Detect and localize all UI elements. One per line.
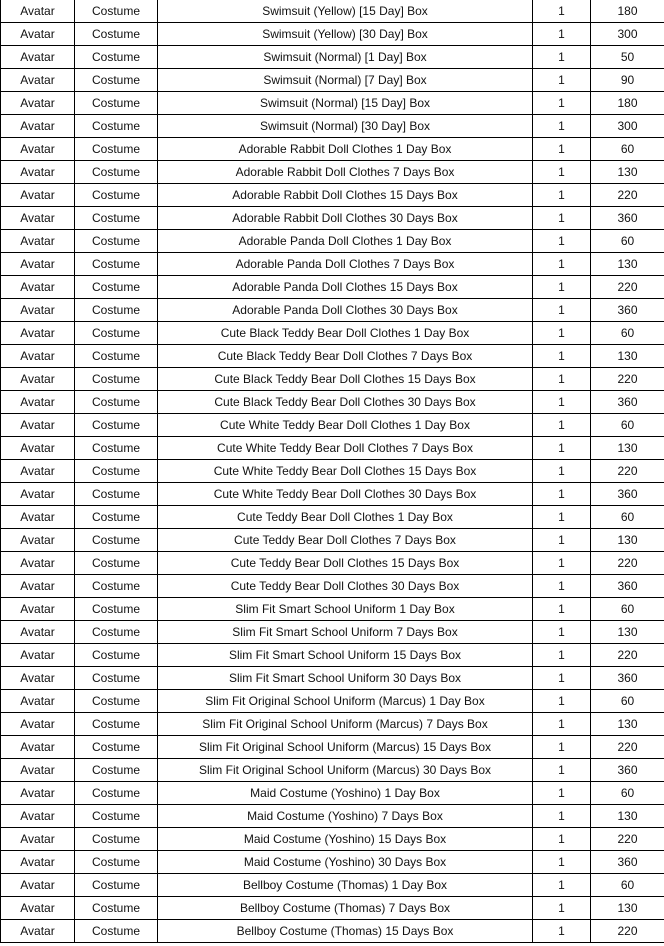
- item-name-cell: Swimsuit (Normal) [7 Day] Box: [158, 69, 533, 92]
- subcategory-cell: Costume: [75, 115, 158, 138]
- item-name-cell: Cute Teddy Bear Doll Clothes 1 Day Box: [158, 506, 533, 529]
- category-cell: Avatar: [1, 874, 75, 897]
- quantity-cell: 1: [533, 736, 591, 759]
- table-row: [1, 805, 664, 828]
- subcategory-cell: Costume: [75, 207, 158, 230]
- category-cell: Avatar: [1, 115, 75, 138]
- category-cell: Avatar: [1, 828, 75, 851]
- table-row: [1, 460, 664, 483]
- category-cell: Avatar: [1, 69, 75, 92]
- category-cell: Avatar: [1, 161, 75, 184]
- category-cell: Avatar: [1, 138, 75, 161]
- price-cell: 180: [591, 92, 664, 115]
- table-row: [1, 322, 664, 345]
- quantity-cell: 1: [533, 46, 591, 69]
- subcategory-cell: Costume: [75, 322, 158, 345]
- table-row: [1, 621, 664, 644]
- price-cell: 180: [591, 0, 664, 23]
- item-name-cell: Adorable Rabbit Doll Clothes 15 Days Box: [158, 184, 533, 207]
- price-cell: 130: [591, 805, 664, 828]
- quantity-cell: 1: [533, 207, 591, 230]
- item-name-cell: Swimsuit (Yellow) [15 Day] Box: [158, 0, 533, 23]
- quantity-cell: 1: [533, 299, 591, 322]
- subcategory-cell: Costume: [75, 23, 158, 46]
- subcategory-cell: Costume: [75, 897, 158, 920]
- subcategory-cell: Costume: [75, 644, 158, 667]
- price-cell: 220: [591, 368, 664, 391]
- price-cell: 90: [591, 69, 664, 92]
- category-cell: Avatar: [1, 46, 75, 69]
- subcategory-cell: Costume: [75, 0, 158, 23]
- table-row: [1, 299, 664, 322]
- subcategory-cell: Costume: [75, 437, 158, 460]
- table-row: [1, 736, 664, 759]
- quantity-cell: 1: [533, 414, 591, 437]
- category-cell: Avatar: [1, 345, 75, 368]
- category-cell: Avatar: [1, 897, 75, 920]
- category-cell: Avatar: [1, 92, 75, 115]
- price-cell: 60: [591, 506, 664, 529]
- price-cell: 50: [591, 46, 664, 69]
- table-row: [1, 391, 664, 414]
- category-cell: Avatar: [1, 690, 75, 713]
- subcategory-cell: Costume: [75, 552, 158, 575]
- subcategory-cell: Costume: [75, 368, 158, 391]
- subcategory-cell: Costume: [75, 460, 158, 483]
- subcategory-cell: Costume: [75, 851, 158, 874]
- table-row: [1, 575, 664, 598]
- subcategory-cell: Costume: [75, 345, 158, 368]
- table-row: [1, 253, 664, 276]
- item-name-cell: Maid Costume (Yoshino) 15 Days Box: [158, 828, 533, 851]
- subcategory-cell: Costume: [75, 782, 158, 805]
- item-name-cell: Adorable Rabbit Doll Clothes 7 Days Box: [158, 161, 533, 184]
- subcategory-cell: Costume: [75, 621, 158, 644]
- category-cell: Avatar: [1, 414, 75, 437]
- subcategory-cell: Costume: [75, 920, 158, 943]
- category-cell: Avatar: [1, 621, 75, 644]
- item-name-cell: Cute Black Teddy Bear Doll Clothes 1 Day Box: [158, 322, 533, 345]
- quantity-cell: 1: [533, 391, 591, 414]
- category-cell: Avatar: [1, 805, 75, 828]
- subcategory-cell: Costume: [75, 391, 158, 414]
- price-cell: 220: [591, 460, 664, 483]
- quantity-cell: 1: [533, 644, 591, 667]
- category-cell: Avatar: [1, 0, 75, 23]
- table-row: [1, 644, 664, 667]
- table-row: [1, 897, 664, 920]
- item-name-cell: Maid Costume (Yoshino) 1 Day Box: [158, 782, 533, 805]
- category-cell: Avatar: [1, 529, 75, 552]
- quantity-cell: 1: [533, 851, 591, 874]
- table-row: [1, 69, 664, 92]
- item-name-cell: Cute Black Teddy Bear Doll Clothes 30 Days Box: [158, 391, 533, 414]
- table-row: [1, 23, 664, 46]
- price-cell: 130: [591, 161, 664, 184]
- category-cell: Avatar: [1, 391, 75, 414]
- subcategory-cell: Costume: [75, 184, 158, 207]
- item-name-cell: Slim Fit Smart School Uniform 7 Days Box: [158, 621, 533, 644]
- quantity-cell: 1: [533, 276, 591, 299]
- table-row: [1, 368, 664, 391]
- category-cell: Avatar: [1, 437, 75, 460]
- item-name-cell: Bellboy Costume (Thomas) 1 Day Box: [158, 874, 533, 897]
- table-row: [1, 161, 664, 184]
- table-row: [1, 506, 664, 529]
- item-name-cell: Maid Costume (Yoshino) 30 Days Box: [158, 851, 533, 874]
- category-cell: Avatar: [1, 506, 75, 529]
- category-cell: Avatar: [1, 552, 75, 575]
- price-cell: 220: [591, 920, 664, 943]
- quantity-cell: 1: [533, 920, 591, 943]
- table-row: [1, 690, 664, 713]
- category-cell: Avatar: [1, 276, 75, 299]
- quantity-cell: 1: [533, 483, 591, 506]
- category-cell: Avatar: [1, 253, 75, 276]
- subcategory-cell: Costume: [75, 276, 158, 299]
- quantity-cell: 1: [533, 690, 591, 713]
- category-cell: Avatar: [1, 851, 75, 874]
- price-cell: 60: [591, 138, 664, 161]
- price-cell: 130: [591, 529, 664, 552]
- quantity-cell: 1: [533, 253, 591, 276]
- table-row: [1, 276, 664, 299]
- item-name-cell: Cute White Teddy Bear Doll Clothes 15 Days Box: [158, 460, 533, 483]
- quantity-cell: 1: [533, 828, 591, 851]
- item-name-cell: Cute White Teddy Bear Doll Clothes 30 Days Box: [158, 483, 533, 506]
- quantity-cell: 1: [533, 69, 591, 92]
- quantity-cell: 1: [533, 575, 591, 598]
- subcategory-cell: Costume: [75, 506, 158, 529]
- item-name-cell: Slim Fit Original School Uniform (Marcus) 7 Days Box: [158, 713, 533, 736]
- quantity-cell: 1: [533, 230, 591, 253]
- price-cell: 300: [591, 23, 664, 46]
- table-row: [1, 184, 664, 207]
- item-name-cell: Cute Black Teddy Bear Doll Clothes 15 Days Box: [158, 368, 533, 391]
- item-name-cell: Bellboy Costume (Thomas) 15 Days Box: [158, 920, 533, 943]
- item-name-cell: Swimsuit (Normal) [1 Day] Box: [158, 46, 533, 69]
- table-row: [1, 782, 664, 805]
- price-cell: 60: [591, 414, 664, 437]
- price-cell: 220: [591, 736, 664, 759]
- table-row: [1, 552, 664, 575]
- quantity-cell: 1: [533, 598, 591, 621]
- price-cell: 60: [591, 230, 664, 253]
- quantity-cell: 1: [533, 138, 591, 161]
- item-name-cell: Slim Fit Smart School Uniform 15 Days Box: [158, 644, 533, 667]
- subcategory-cell: Costume: [75, 575, 158, 598]
- subcategory-cell: Costume: [75, 690, 158, 713]
- price-cell: 60: [591, 598, 664, 621]
- item-name-cell: Cute White Teddy Bear Doll Clothes 7 Days Box: [158, 437, 533, 460]
- quantity-cell: 1: [533, 437, 591, 460]
- price-cell: 220: [591, 644, 664, 667]
- table-row: [1, 828, 664, 851]
- table-row: [1, 759, 664, 782]
- item-name-cell: Slim Fit Original School Uniform (Marcus) 30 Days Box: [158, 759, 533, 782]
- price-cell: 360: [591, 759, 664, 782]
- item-name-cell: Cute Teddy Bear Doll Clothes 30 Days Box: [158, 575, 533, 598]
- table-row: [1, 230, 664, 253]
- price-cell: 360: [591, 575, 664, 598]
- quantity-cell: 1: [533, 115, 591, 138]
- subcategory-cell: Costume: [75, 598, 158, 621]
- price-cell: 60: [591, 690, 664, 713]
- quantity-cell: 1: [533, 759, 591, 782]
- price-cell: 360: [591, 851, 664, 874]
- category-cell: Avatar: [1, 483, 75, 506]
- price-cell: 360: [591, 391, 664, 414]
- table-row: [1, 46, 664, 69]
- quantity-cell: 1: [533, 782, 591, 805]
- table-row: [1, 115, 664, 138]
- table-row: [1, 92, 664, 115]
- item-name-cell: Adorable Rabbit Doll Clothes 1 Day Box: [158, 138, 533, 161]
- item-name-cell: Adorable Panda Doll Clothes 30 Days Box: [158, 299, 533, 322]
- table-row: [1, 667, 664, 690]
- subcategory-cell: Costume: [75, 138, 158, 161]
- quantity-cell: 1: [533, 897, 591, 920]
- subcategory-cell: Costume: [75, 161, 158, 184]
- subcategory-cell: Costume: [75, 874, 158, 897]
- item-name-cell: Slim Fit Original School Uniform (Marcus) 15 Days Box: [158, 736, 533, 759]
- price-cell: 360: [591, 299, 664, 322]
- subcategory-cell: Costume: [75, 483, 158, 506]
- table-row: [1, 713, 664, 736]
- table-row: [1, 437, 664, 460]
- price-cell: 300: [591, 115, 664, 138]
- category-cell: Avatar: [1, 23, 75, 46]
- item-name-cell: Maid Costume (Yoshino) 7 Days Box: [158, 805, 533, 828]
- item-name-cell: Adorable Panda Doll Clothes 7 Days Box: [158, 253, 533, 276]
- subcategory-cell: Costume: [75, 253, 158, 276]
- item-name-cell: Adorable Panda Doll Clothes 15 Days Box: [158, 276, 533, 299]
- category-cell: Avatar: [1, 713, 75, 736]
- quantity-cell: 1: [533, 184, 591, 207]
- price-cell: 220: [591, 184, 664, 207]
- subcategory-cell: Costume: [75, 230, 158, 253]
- quantity-cell: 1: [533, 713, 591, 736]
- category-cell: Avatar: [1, 920, 75, 943]
- quantity-cell: 1: [533, 368, 591, 391]
- subcategory-cell: Costume: [75, 299, 158, 322]
- category-cell: Avatar: [1, 322, 75, 345]
- price-cell: 220: [591, 276, 664, 299]
- subcategory-cell: Costume: [75, 759, 158, 782]
- item-name-cell: Adorable Rabbit Doll Clothes 30 Days Box: [158, 207, 533, 230]
- item-name-cell: Cute Teddy Bear Doll Clothes 15 Days Box: [158, 552, 533, 575]
- price-cell: 130: [591, 897, 664, 920]
- item-name-cell: Swimsuit (Normal) [30 Day] Box: [158, 115, 533, 138]
- item-name-cell: Cute Black Teddy Bear Doll Clothes 7 Days Box: [158, 345, 533, 368]
- quantity-cell: 1: [533, 92, 591, 115]
- item-name-cell: Swimsuit (Yellow) [30 Day] Box: [158, 23, 533, 46]
- item-name-cell: Adorable Panda Doll Clothes 1 Day Box: [158, 230, 533, 253]
- table-row: [1, 207, 664, 230]
- price-cell: 130: [591, 253, 664, 276]
- price-cell: 130: [591, 621, 664, 644]
- table-body: [1, 0, 664, 943]
- table-row: [1, 851, 664, 874]
- quantity-cell: 1: [533, 552, 591, 575]
- table-row: [1, 529, 664, 552]
- price-cell: 60: [591, 782, 664, 805]
- price-cell: 60: [591, 322, 664, 345]
- quantity-cell: 1: [533, 621, 591, 644]
- category-cell: Avatar: [1, 736, 75, 759]
- subcategory-cell: Costume: [75, 46, 158, 69]
- quantity-cell: 1: [533, 322, 591, 345]
- quantity-cell: 1: [533, 0, 591, 23]
- price-cell: 360: [591, 207, 664, 230]
- category-cell: Avatar: [1, 184, 75, 207]
- quantity-cell: 1: [533, 345, 591, 368]
- price-cell: 130: [591, 437, 664, 460]
- table-row: [1, 138, 664, 161]
- price-cell: 130: [591, 713, 664, 736]
- category-cell: Avatar: [1, 759, 75, 782]
- subcategory-cell: Costume: [75, 529, 158, 552]
- category-cell: Avatar: [1, 782, 75, 805]
- item-name-cell: Cute Teddy Bear Doll Clothes 7 Days Box: [158, 529, 533, 552]
- item-name-cell: Cute White Teddy Bear Doll Clothes 1 Day Box: [158, 414, 533, 437]
- table-row: [1, 345, 664, 368]
- subcategory-cell: Costume: [75, 414, 158, 437]
- table-row: [1, 874, 664, 897]
- price-cell: 360: [591, 483, 664, 506]
- item-name-cell: Slim Fit Smart School Uniform 30 Days Box: [158, 667, 533, 690]
- item-name-cell: Swimsuit (Normal) [15 Day] Box: [158, 92, 533, 115]
- quantity-cell: 1: [533, 529, 591, 552]
- subcategory-cell: Costume: [75, 667, 158, 690]
- table-row: [1, 414, 664, 437]
- category-cell: Avatar: [1, 644, 75, 667]
- price-cell: 220: [591, 552, 664, 575]
- category-cell: Avatar: [1, 299, 75, 322]
- quantity-cell: 1: [533, 506, 591, 529]
- subcategory-cell: Costume: [75, 92, 158, 115]
- quantity-cell: 1: [533, 23, 591, 46]
- table-row: [1, 0, 664, 23]
- category-cell: Avatar: [1, 460, 75, 483]
- category-cell: Avatar: [1, 207, 75, 230]
- table-row: [1, 483, 664, 506]
- subcategory-cell: Costume: [75, 828, 158, 851]
- category-cell: Avatar: [1, 230, 75, 253]
- subcategory-cell: Costume: [75, 713, 158, 736]
- price-cell: 130: [591, 345, 664, 368]
- price-cell: 220: [591, 828, 664, 851]
- category-cell: Avatar: [1, 667, 75, 690]
- category-cell: Avatar: [1, 368, 75, 391]
- quantity-cell: 1: [533, 667, 591, 690]
- quantity-cell: 1: [533, 460, 591, 483]
- quantity-cell: 1: [533, 161, 591, 184]
- category-cell: Avatar: [1, 598, 75, 621]
- quantity-cell: 1: [533, 874, 591, 897]
- table-row: [1, 598, 664, 621]
- subcategory-cell: Costume: [75, 69, 158, 92]
- item-name-cell: Slim Fit Original School Uniform (Marcus) 1 Day Box: [158, 690, 533, 713]
- item-name-cell: Slim Fit Smart School Uniform 1 Day Box: [158, 598, 533, 621]
- quantity-cell: 1: [533, 805, 591, 828]
- category-cell: Avatar: [1, 575, 75, 598]
- price-cell: 360: [591, 667, 664, 690]
- table-row: [1, 920, 664, 943]
- price-cell: 60: [591, 874, 664, 897]
- subcategory-cell: Costume: [75, 736, 158, 759]
- subcategory-cell: Costume: [75, 805, 158, 828]
- item-name-cell: Bellboy Costume (Thomas) 7 Days Box: [158, 897, 533, 920]
